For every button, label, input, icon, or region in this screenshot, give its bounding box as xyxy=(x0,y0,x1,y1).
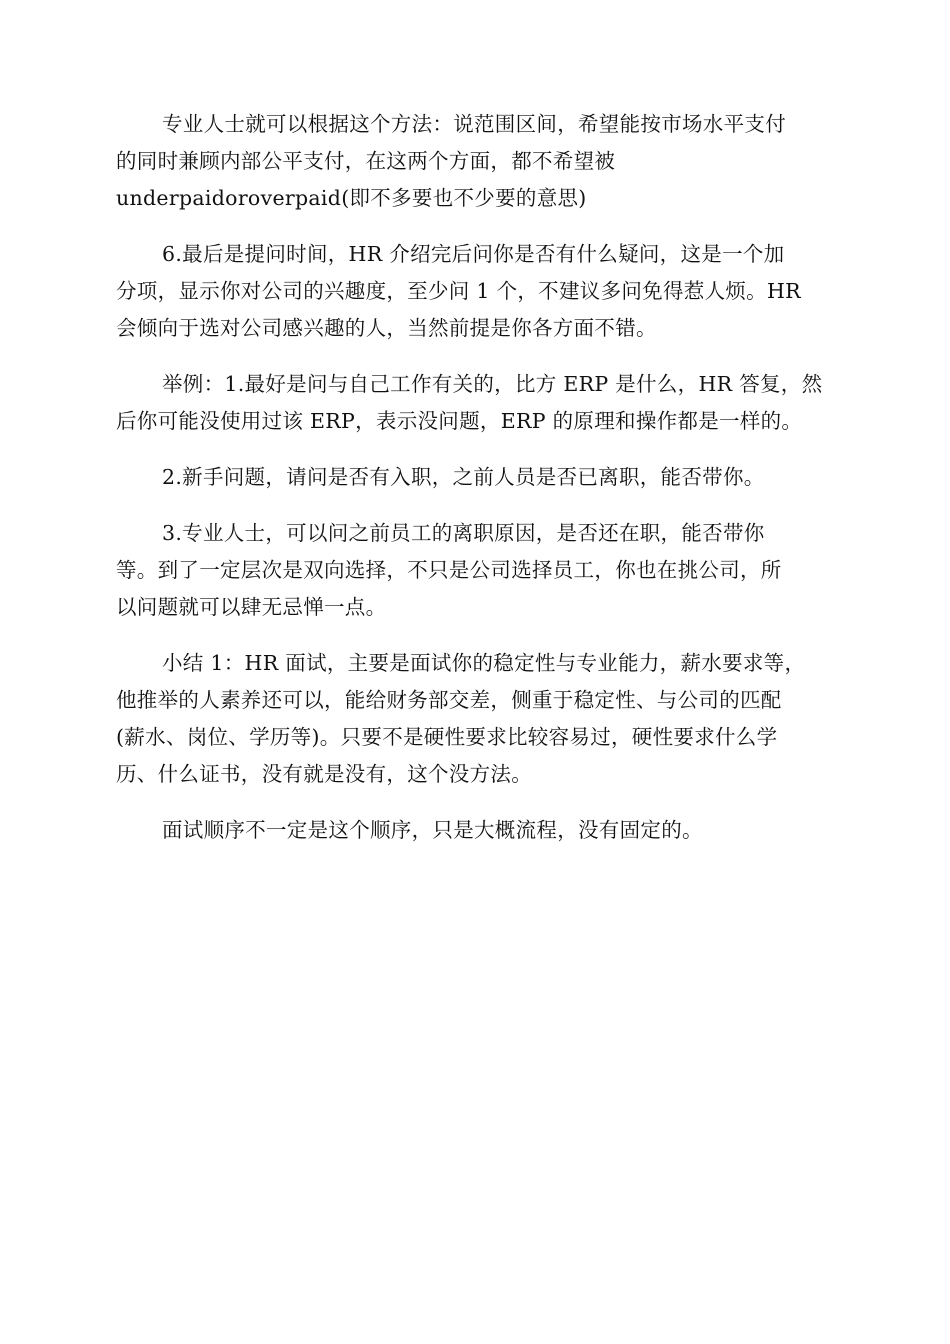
paragraph-question-time xyxy=(116,236,836,347)
paragraph-summary-1 xyxy=(116,645,836,793)
text-line: 历、什么证书，没有就是没有，这个没方法。 xyxy=(116,762,532,786)
text-line: 的同时兼顾内部公平支付，在这两个方面，都不希望被 xyxy=(116,149,616,173)
paragraph-example-2 xyxy=(116,459,836,496)
document-body xyxy=(116,106,836,868)
text-line: 后你可能没使用过该 ERP，表示没问题，ERP 的原理和操作都是一样的。 xyxy=(116,409,803,433)
text-line: 举例：1.最好是问与自己工作有关的，比方 ERP 是什么，HR 答复，然 xyxy=(162,372,823,396)
text-line: 2.新手问题，请问是否有入职，之前人员是否已离职，能否带你。 xyxy=(162,465,765,489)
text-line: 以问题就可以肆无忌惮一点。 xyxy=(116,595,387,619)
text-line: 分项，显示你对公司的兴趣度，至少问 1 个，不建议多问免得惹人烦。HR xyxy=(116,279,801,303)
text-line: 会倾向于选对公司感兴趣的人，当然前提是你各方面不错。 xyxy=(116,316,657,340)
text-line: 小结 1：HR 面试，主要是面试你的稳定性与专业能力，薪水要求等， xyxy=(162,651,806,675)
paragraph-example-1 xyxy=(116,366,836,440)
text-line: 他推举的人素养还可以，能给财务部交差，侧重于稳定性、与公司的匹配 xyxy=(116,688,782,712)
text-line: 6.最后是提问时间，HR 介绍完后问你是否有什么疑问，这是一个加 xyxy=(162,242,785,266)
text-line: 专业人士就可以根据这个方法：说范围区间，希望能按市场水平支付 xyxy=(162,112,786,136)
text-line: underpaidoroverpaid(即不多要也不少要的意思) xyxy=(116,186,587,210)
text-line: (薪水、岗位、学历等)。只要不是硬性要求比较容易过，硬性要求什么学 xyxy=(116,725,778,749)
paragraph-example-3 xyxy=(116,515,836,626)
text-line: 等。到了一定层次是双向选择，不只是公司选择员工，你也在挑公司，所 xyxy=(116,558,782,582)
paragraph-interview-order xyxy=(116,812,836,849)
paragraph-salary-range xyxy=(116,106,836,217)
text-line: 面试顺序不一定是这个顺序，只是大概流程，没有固定的。 xyxy=(162,818,703,842)
text-line: 3.专业人士，可以问之前员工的离职原因，是否还在职，能否带你 xyxy=(162,521,765,545)
